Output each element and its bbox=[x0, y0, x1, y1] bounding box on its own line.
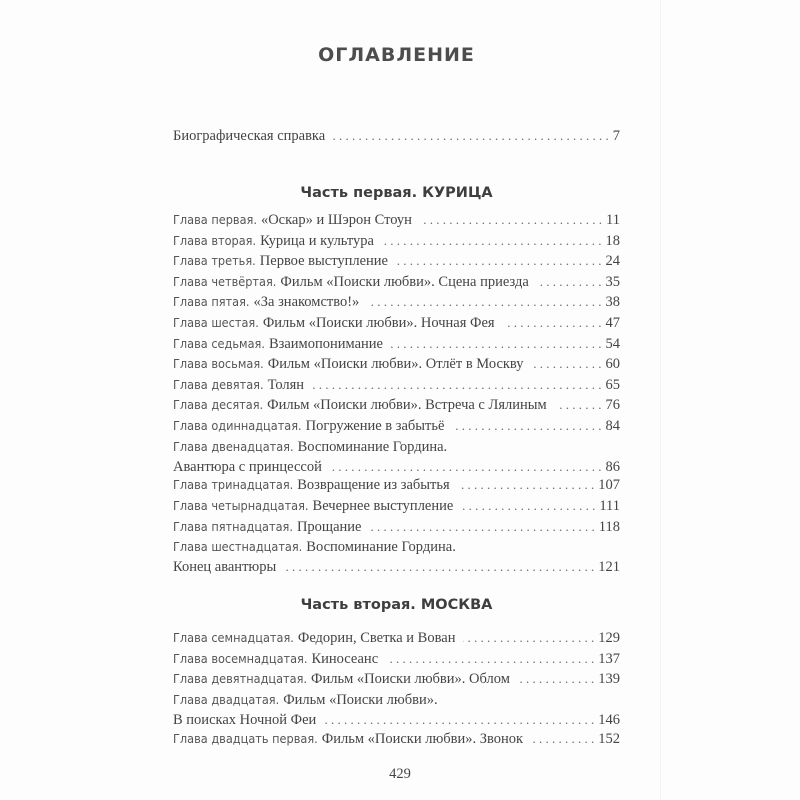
chapter-label: Глава одиннадцатая. bbox=[173, 418, 302, 433]
entry-page: 38 bbox=[605, 294, 620, 311]
entry-page: 65 bbox=[605, 376, 620, 393]
toc-entry-intro[interactable] bbox=[173, 126, 620, 146]
entry-page: 84 bbox=[605, 418, 620, 434]
entry-page: 137 bbox=[598, 650, 620, 667]
toc-entry[interactable] bbox=[173, 729, 620, 749]
entry-title: Взаимопонимание bbox=[268, 335, 383, 352]
leader-dots bbox=[284, 557, 594, 576]
toc-entry[interactable] bbox=[173, 251, 620, 271]
entry-title: Воспоминание Гордина. bbox=[306, 539, 456, 556]
leader-dots bbox=[312, 375, 601, 394]
toc-entry[interactable] bbox=[173, 313, 620, 333]
entry-title: Вечернее выступление bbox=[312, 498, 454, 514]
leader-dots bbox=[531, 729, 594, 748]
toc-entry[interactable] bbox=[173, 537, 620, 577]
part-title: Часть первая. КУРИЦА bbox=[300, 185, 493, 201]
entry-title: Первое выступление bbox=[259, 253, 388, 270]
entry-title: Прощание bbox=[296, 518, 362, 535]
chapter-label: Глава первая. bbox=[173, 212, 257, 227]
entry-title: Воспоминание Гордина. bbox=[297, 438, 448, 455]
part-title: Часть вторая. МОСКВА bbox=[300, 597, 493, 613]
entry-title: Фильм «Поиски любви». Звонок bbox=[321, 730, 524, 747]
toc-entry[interactable] bbox=[173, 517, 620, 537]
entry-page: 24 bbox=[605, 253, 620, 270]
toc-entry[interactable] bbox=[173, 272, 620, 292]
toc-entry[interactable] bbox=[173, 669, 620, 689]
chapter-label: Глава двенадцатая. bbox=[173, 438, 294, 454]
leader-dots bbox=[518, 669, 594, 688]
entry-title: Толян bbox=[267, 376, 305, 393]
entry-page: 146 bbox=[598, 711, 620, 728]
entry-page: 7 bbox=[612, 128, 620, 144]
chapter-label: Глава девятая. bbox=[173, 376, 264, 392]
entry-title: Киносеанс bbox=[311, 650, 379, 667]
page-edge bbox=[660, 0, 661, 800]
chapter-label: Глава двадцатая. bbox=[173, 691, 280, 707]
toc-entry[interactable] bbox=[173, 210, 620, 230]
toc-entry[interactable] bbox=[173, 334, 620, 354]
toc-entry[interactable] bbox=[173, 496, 620, 516]
entry-title: Фильм «Поиски любви». Отлёт в Москву bbox=[267, 356, 524, 373]
leader-dots bbox=[367, 292, 601, 311]
toc-entry[interactable] bbox=[173, 437, 620, 477]
leader-dots bbox=[452, 416, 601, 435]
leader-dots bbox=[330, 457, 602, 476]
chapter-label: Глава шестнадцатая. bbox=[173, 539, 303, 555]
toc-entry[interactable] bbox=[173, 292, 620, 312]
entry-page: 47 bbox=[605, 315, 620, 331]
chapter-label: Глава восемнадцатая. bbox=[173, 650, 308, 666]
chapter-label: Глава восьмая. bbox=[173, 356, 264, 372]
entry-title: Фильм «Поиски любви». Встреча с Лялиным bbox=[267, 397, 547, 414]
entry-title-continued: В поисках Ночной Феи bbox=[173, 711, 317, 728]
chapter-label: Глава шестая. bbox=[173, 315, 259, 330]
leader-dots bbox=[461, 496, 595, 515]
leader-dots bbox=[420, 210, 602, 229]
leader-dots bbox=[396, 251, 602, 270]
chapter-label: Глава пятая. bbox=[173, 294, 250, 310]
entry-page: 18 bbox=[605, 232, 620, 249]
leader-dots bbox=[382, 231, 602, 250]
entry-title: Фильм «Поиски любви». Сцена приезда bbox=[280, 273, 529, 290]
toc-entry[interactable] bbox=[173, 628, 620, 648]
toc-title: ОГЛАВЛЕНИЕ bbox=[318, 44, 475, 66]
toc-entry[interactable] bbox=[173, 690, 620, 730]
toc-entry[interactable] bbox=[173, 416, 620, 436]
leader-dots bbox=[333, 126, 609, 145]
chapter-label: Глава седьмая. bbox=[173, 335, 265, 351]
entry-page: 86 bbox=[605, 458, 620, 475]
entry-page: 139 bbox=[598, 671, 620, 688]
chapter-label: Глава четырнадцатая. bbox=[173, 498, 309, 513]
entry-page: 129 bbox=[598, 630, 620, 646]
entry-page: 35 bbox=[605, 273, 620, 290]
leader-dots bbox=[503, 313, 602, 332]
toc-entry[interactable] bbox=[173, 395, 620, 415]
leader-dots bbox=[555, 395, 602, 414]
chapter-label: Глава девятнадцатая. bbox=[173, 671, 308, 687]
page-number: 429 bbox=[389, 766, 411, 782]
leader-dots bbox=[532, 354, 602, 373]
leader-dots bbox=[391, 334, 602, 353]
entry-title: «Оскар» и Шэрон Стоун bbox=[260, 212, 412, 228]
toc-entry[interactable] bbox=[173, 475, 620, 495]
entry-page: 11 bbox=[606, 212, 620, 228]
chapter-label: Глава третья. bbox=[173, 253, 256, 269]
entry-title: Возвращение из забытья bbox=[297, 477, 450, 494]
entry-title: Фильм «Поиски любви». bbox=[283, 691, 438, 708]
entry-title: Погружение в забытьё bbox=[305, 418, 445, 434]
leader-dots bbox=[458, 475, 595, 494]
entry-title-continued: Авантюра с принцессой bbox=[173, 458, 322, 475]
entry-title-continued: Конец авантюры bbox=[173, 559, 277, 576]
entry-page: 54 bbox=[605, 335, 620, 352]
toc-entry[interactable] bbox=[173, 375, 620, 395]
entry-title: «За знакомство!» bbox=[253, 294, 360, 311]
chapter-label: Глава тринадцатая. bbox=[173, 477, 294, 493]
toc-entry[interactable] bbox=[173, 649, 620, 669]
chapter-label: Глава вторая. bbox=[173, 232, 257, 248]
chapter-label: Глава четвёртая. bbox=[173, 273, 277, 289]
leader-dots bbox=[537, 272, 602, 291]
leader-dots bbox=[386, 649, 594, 668]
leader-dots bbox=[369, 517, 594, 536]
entry-page: 118 bbox=[598, 518, 620, 535]
chapter-label: Глава семнадцатая. bbox=[173, 630, 294, 645]
entry-title: Фильм «Поиски любви». Ночная Фея bbox=[262, 315, 495, 331]
leader-dots bbox=[463, 628, 594, 647]
entry-page: 76 bbox=[605, 397, 620, 414]
entry-page: 107 bbox=[598, 477, 620, 494]
toc-entry[interactable] bbox=[173, 354, 620, 374]
entry-page: 60 bbox=[605, 356, 620, 373]
chapter-label: Глава двадцать первая. bbox=[173, 730, 318, 746]
entry-title: Курица и культура bbox=[260, 232, 374, 249]
entry-page: 152 bbox=[598, 730, 620, 747]
entry-page: 111 bbox=[599, 498, 620, 514]
entry-title: Федорин, Светка и Вован bbox=[297, 630, 456, 646]
entry-title: Биографическая справка bbox=[173, 128, 326, 144]
toc-entry[interactable] bbox=[173, 231, 620, 251]
entry-page: 121 bbox=[598, 559, 620, 576]
chapter-label: Глава пятнадцатая. bbox=[173, 518, 293, 534]
chapter-label: Глава десятая. bbox=[173, 397, 264, 413]
entry-title: Фильм «Поиски любви». Облом bbox=[311, 671, 510, 688]
leader-dots bbox=[324, 710, 594, 729]
